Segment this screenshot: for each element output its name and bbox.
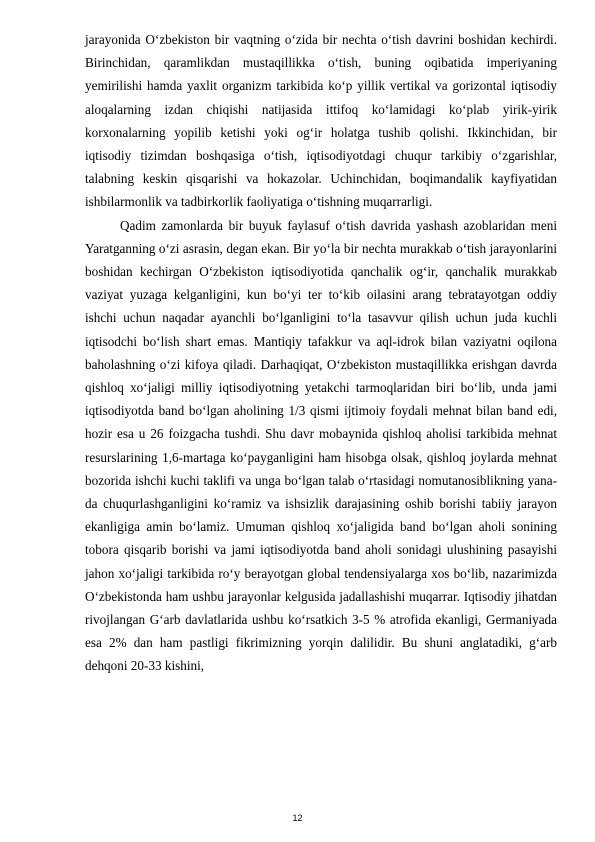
- paragraph-1: jarayonida O‘zbekiston bir vaqtning o‘zida bir nechta o‘tish davrini boshidan kechirdi. Birinchidan, qaramlikdan mustaqillikka o‘tish, buning oqibatida imperiyaning yemirilishi hamda yaxlit organizm tarkibida ko‘p yillik vertikal va gorizontal iqtisodiy aloqalarning izdan chiqishi natijasida ittifoq ko‘lamidagi ko‘plab yirik-yirik korxonalarning yopilib ketishi yoki og‘ir holatga tushib qolishi. Ikkinchidan, bir iqtisodiy tizimdan boshqasiga o‘tish, iqtisodiyotdagi chuqur tarkibiy o‘zgarishlar, talabning keskin qisqarishi va hokazolar. Uchinchidan, boqimandalik kayfiyatidan ishbilarmonlik va tadbirkorlik faoliyatiga o‘tishning muqarrarligi.: [85, 32, 557, 210]
- document-body: [85, 28, 557, 678]
- page-number: 12: [292, 813, 303, 823]
- paragraph-2: Qadim zamonlarda bir buyuk faylasuf o‘tish davrida yashash azoblaridan meni Yaratganning o‘zi asrasin, degan ekan. Bir yo‘la bir nechta murakkab o‘tish jarayonlarini boshidan kechirgan O‘zbekiston iqtisodiyotida qanchalik og‘ir, qanchalik murakkab vaziyat yuzaga kelganligini, kun bo‘yi ter to‘kib oilasini arang tebratayotgan oddiy ishchi uchun naqadar ayanchli bo‘lganligini to‘la tasavvur qilish uchun juda kuchli iqtisodchi bo‘lish shart emas. Mantiqiy tafakkur va aql-idrok bilan vaziyatni oqilona baholashning o‘zi kifoya qiladi. Darhaqiqat, O‘zbekiston mustaqillikka erishgan davrda qishloq xo‘jaligi milliy iqtisodiyotning yetakchi tarmoqlaridan biri bo‘lib, unda jami iqtisodiyotda band bo‘lgan aholining 1/3 qismi ijtimoiy foydali mehnat bilan band edi, hozir esa u 26 foizgacha tushdi. Shu davr mobaynida qishloq aholisi tarkibida mehnat resurslarining 1,6-martaga ko‘payganligini ham hisobga olsak, qishloq joylarda mehnat bozorida ishchi kuchi taklifi va unga bo‘lgan talab o‘rtasidagi nomutanosiblikning yana-da chuqurlashganligini ko‘ramiz va ishsizlik darajasining oshib borishi tabiiy jarayon ekanligiga amin bo‘lamiz. Umuman qishloq xo‘jaligida band bo‘lgan aholi sonining tobora qisqarib borishi va jami iqtisodiyotda band aholi sonidagi ulushining pasayishi jahon xo‘jaligi tarkibida ro‘y berayotgan global tendensiyalarga xos bo‘lib, nazarimizda O‘zbekistonda ham ushbu jarayonlar kelgusida jadallashishi muqarrar. Iqtisodiy jihatdan rivojlangan G‘arb davlatlarida ushbu ko‘rsatkich 3-5 % atrofida ekanligi, Germaniyada esa 2% dan ham pastligi fikrimizning yorqin dalilidir. Bu shuni anglatadiki, g‘arb dehqoni 20-33 kishini,: [85, 217, 557, 674]
